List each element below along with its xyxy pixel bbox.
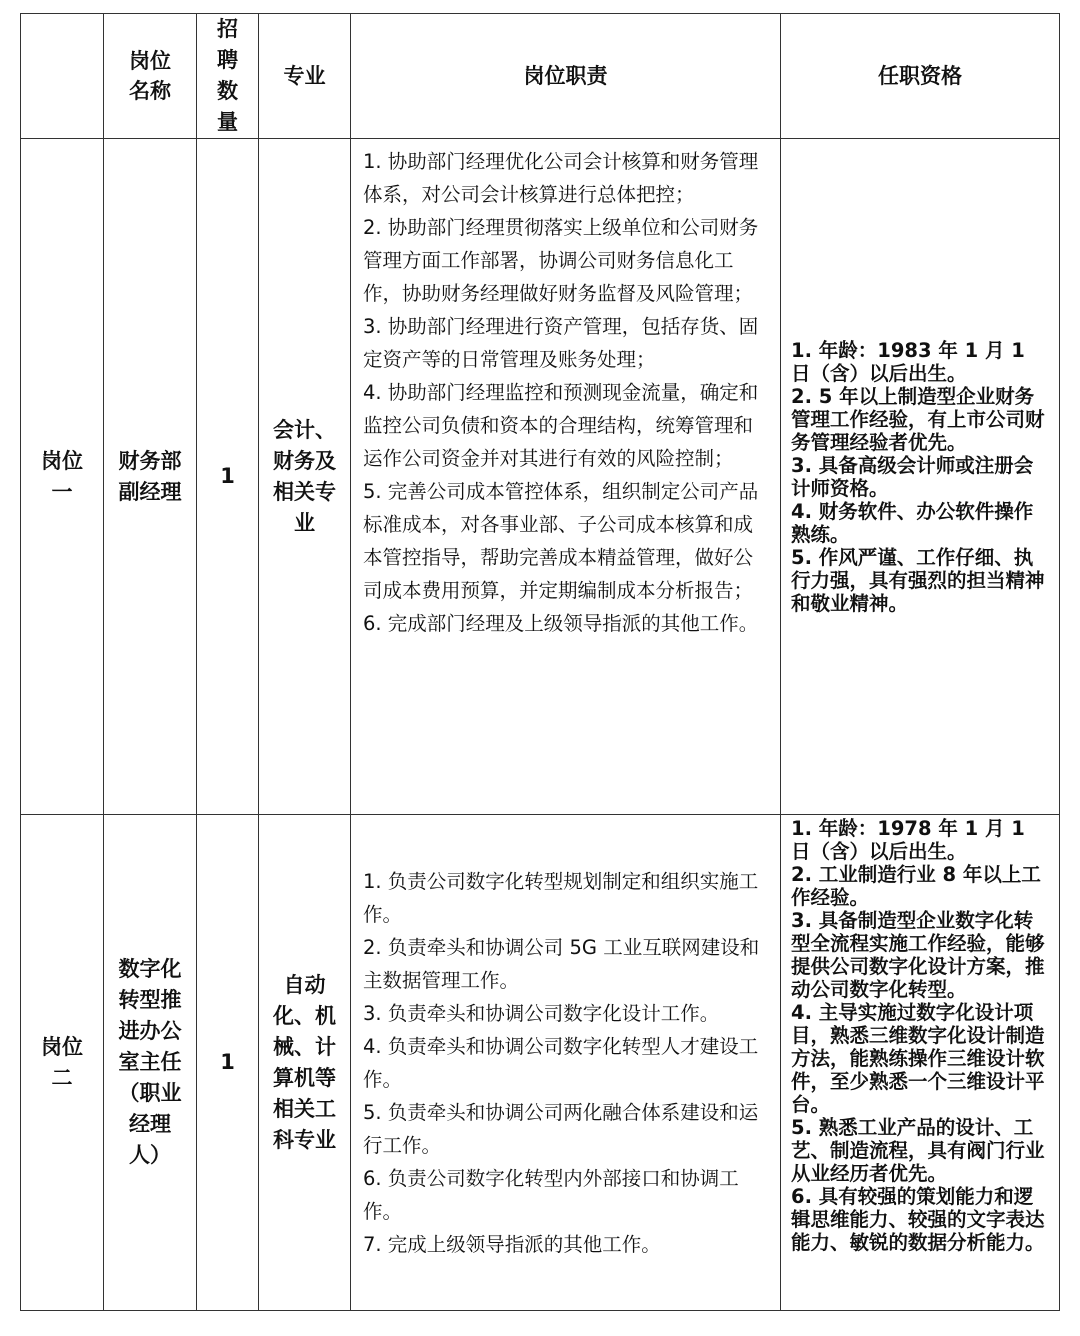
qualification-item: 1. 年龄：1983 年 1 月 1 日（含）以后出生。 (791, 338, 1025, 385)
header-row (21, 14, 1060, 139)
qualification-item: 3. 具备制造型企业数字化转型全流程实施工作经验，能够提供公司数字化设计方案，推动公司数字化转型。 (791, 909, 1045, 1001)
duty-item: 1. 协助部门经理优化公司会计核算和财务管理体系，对公司会计核算进行总体把控； (363, 150, 759, 206)
duty-item: 6. 负责公司数字化转型内外部接口和协调工作。 (363, 1166, 739, 1223)
duty-item: 6. 完成部门经理及上级领导指派的其他工作。 (363, 612, 759, 635)
qualification-item: 4. 主导实施过数字化设计项目，熟悉三维数字化设计制造方法，能熟练操作三维设计软件，至少熟悉一个三维设计平台。 (791, 1001, 1045, 1116)
duty-item: 4. 负责牵头和协调公司数字化转型人才建设工作。 (363, 1034, 759, 1091)
duty-item: 7. 完成上级领导指派的其他工作。 (363, 1232, 661, 1256)
header-qualifications: 任职资格 (781, 14, 1060, 139)
header-duties: 岗位职责 (351, 14, 781, 139)
header-index (21, 14, 104, 139)
duty-item: 5. 完善公司成本管控体系，组织制定公司产品标准成本，对各事业部、子公司成本核算和成本管控指导，帮助完善成本精益管理，做好公司成本费用预算，并定期编制成本分析报告； (363, 480, 759, 602)
duty-item: 3. 协助部门经理进行资产管理，包括存货、固定资产等的日常管理及账务处理； (363, 315, 759, 371)
position-duties (351, 139, 781, 815)
position-qualifications (781, 815, 1060, 1311)
position-index: 岗位一 (21, 139, 104, 815)
qualification-item: 3. 具备高级会计师或注册会计师资格。 (791, 453, 1034, 500)
duty-item: 4. 协助部门经理监控和预测现金流量，确定和监控公司负债和资本的合理结构，统筹管理和运作公司资金并对其进行有效的风险控制； (363, 381, 759, 470)
job-table (20, 13, 1060, 1311)
table-row (21, 815, 1060, 1311)
position-title: 财务部副经理 (104, 139, 197, 815)
duty-item: 5. 负责牵头和协调公司两化融合体系建设和运行工作。 (363, 1100, 759, 1157)
qualification-item: 2. 5 年以上制造型企业财务管理工作经验，有上市公司财务管理经验者优先。 (791, 384, 1045, 454)
header-title: 岗位名称 (104, 14, 197, 139)
header-count: 招聘数量 (197, 14, 259, 139)
position-qualifications (781, 139, 1060, 815)
position-count: 1 (197, 139, 259, 815)
qualification-item: 2. 工业制造行业 8 年以上工作经验。 (791, 863, 1041, 909)
qualification-item: 5. 熟悉工业产品的设计、工艺、制造流程，具有阀门行业从业经历者优先。 (791, 1116, 1045, 1185)
duty-item: 2. 负责牵头和协调公司 5G 工业互联网建设和主数据管理工作。 (363, 935, 760, 992)
table-row (21, 139, 1060, 815)
position-title: 数字化转型推进办公室主任（职业经理人） (104, 815, 197, 1311)
duty-item: 3. 负责牵头和协调公司数字化设计工作。 (363, 1001, 720, 1025)
position-major: 自动化、机械、计算机等相关工科专业 (259, 815, 351, 1311)
position-index: 岗位二 (21, 815, 104, 1311)
duty-item: 1. 负责公司数字化转型规划制定和组织实施工作。 (363, 869, 759, 926)
position-major: 会计、财务及相关专业 (259, 139, 351, 815)
duty-item: 2. 协助部门经理贯彻落实上级单位和公司财务管理方面工作部署，协调公司财务信息化工作，协助财务经理做好财务监督及风险管理； (363, 216, 759, 305)
qualification-item: 4. 财务软件、办公软件操作熟练。 (791, 499, 1034, 546)
qualification-item: 1. 年龄：1978 年 1 月 1 日（含）以后出生。 (791, 817, 1025, 863)
header-major: 专业 (259, 14, 351, 139)
position-duties (351, 815, 781, 1311)
position-count: 1 (197, 815, 259, 1311)
qualification-item: 5. 作风严谨、工作仔细、执行力强，具有强烈的担当精神和敬业精神。 (791, 545, 1045, 615)
qualification-item: 6. 具有较强的策划能力和逻辑思维能力、较强的文字表达能力、敏锐的数据分析能力。 (791, 1185, 1045, 1254)
